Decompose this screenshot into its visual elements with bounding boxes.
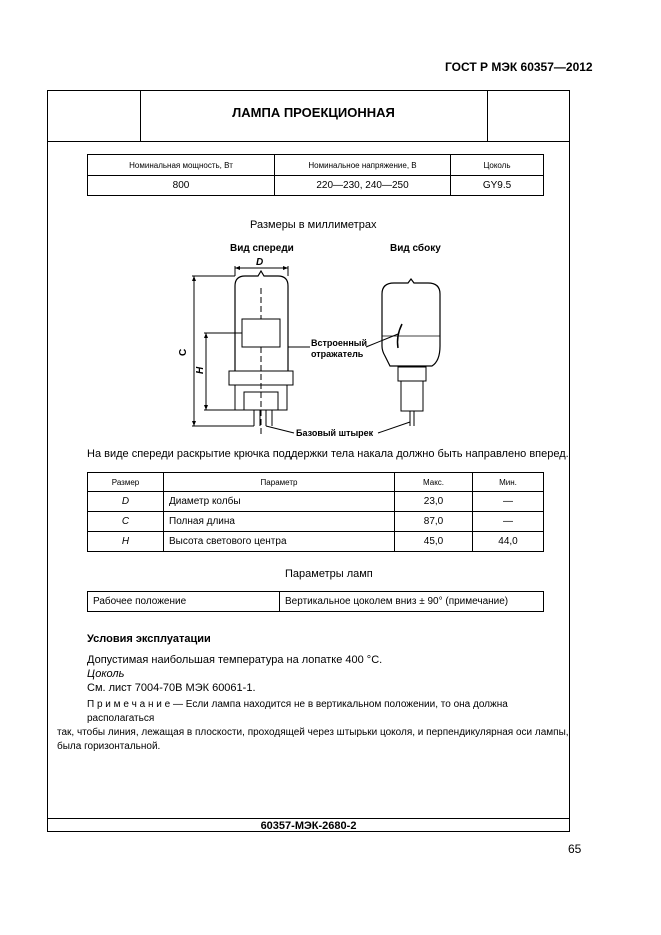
front-view-label: Вид спереди	[230, 243, 294, 254]
side-base-lower	[401, 381, 423, 411]
dim-c-arrow-top	[192, 276, 196, 281]
cell-size: D	[88, 492, 164, 512]
header-voltage: Номинальное напряжение, В	[275, 155, 451, 176]
pin-leader-side	[378, 422, 410, 433]
cell-size: H	[88, 532, 164, 552]
header-power: Номинальная мощность, Вт	[88, 155, 275, 176]
pin-leader-front	[266, 426, 294, 433]
operating-temperature: Допустимая наибольшая температура на лопатке 400 °С.	[87, 654, 383, 666]
cell-min: 44,0	[473, 532, 544, 552]
header-min: Мин.	[473, 473, 544, 492]
dim-d-arrow-right	[283, 266, 288, 270]
cell-parameter: Высота светового центра	[164, 532, 395, 552]
dim-c-arrow-bottom	[192, 421, 196, 426]
cell-min: —	[473, 492, 544, 512]
operating-conditions-title: Условия эксплуатации	[87, 633, 211, 645]
cell-parameter: Полная длина	[164, 512, 395, 532]
side-base	[398, 367, 426, 381]
page-number: 65	[568, 842, 582, 856]
page-title: ЛАМПА ПРОЕКЦИОННАЯ	[232, 105, 395, 120]
table-row	[88, 492, 544, 512]
operating-cap-heading: Цоколь	[87, 668, 125, 680]
side-view-label: Вид сбоку	[390, 243, 441, 254]
cell-voltage: 220—230, 240—250	[275, 176, 451, 196]
cell-max: 45,0	[395, 532, 473, 552]
cell-min: —	[473, 512, 544, 532]
dim-h-arrow-bottom	[204, 405, 208, 410]
footer-divider	[47, 818, 570, 819]
header-cap: Цоколь	[451, 155, 544, 176]
standard-number: ГОСТ Р МЭК 60357—2012	[445, 60, 593, 74]
title-divider-right	[487, 90, 488, 142]
table-row	[88, 532, 544, 552]
dim-d-arrow-left	[235, 266, 240, 270]
dim-c-label: C	[178, 348, 189, 356]
header-max: Макс.	[395, 473, 473, 492]
note-line-1: Если лампа находится не в вертикальном положении, то она должна располагаться	[87, 699, 508, 724]
cell-size: C	[88, 512, 164, 532]
cell-max: 23,0	[395, 492, 473, 512]
sheet-code: 60357-МЭК-2680-2	[260, 820, 357, 832]
lamp-params-table	[87, 591, 544, 612]
dim-h-arrow-top	[204, 333, 208, 338]
note-line-2: так, чтобы линия, лежащая в плоскости, проходящей через штырьки цоколя, и перпендикулярная оси лампы,	[57, 727, 569, 738]
note-prefix: П р и м е ч а н и е —	[87, 699, 186, 710]
ratings-table	[87, 154, 544, 196]
lamp-params-title: Параметры ламп	[285, 568, 373, 580]
lamp-drawing	[170, 236, 470, 441]
pin-label: Базовый штырек	[296, 428, 374, 438]
note	[57, 698, 569, 754]
reflector-label-1: Встроенный	[311, 338, 368, 348]
drawing-caption: Размеры в миллиметрах	[250, 219, 377, 231]
front-filament	[242, 319, 280, 347]
side-bulb	[382, 279, 440, 366]
dim-d-label: D	[256, 257, 264, 268]
dimensions-table	[87, 472, 544, 552]
cell-power: 800	[88, 176, 275, 196]
cell-max: 87,0	[395, 512, 473, 532]
header-size: Размер	[88, 473, 164, 492]
cell-cap: GY9.5	[451, 176, 544, 196]
operating-position-label: Рабочее положение	[88, 592, 280, 612]
dim-h-label: H	[195, 366, 206, 374]
reflector-label-2: отражатель	[311, 349, 364, 359]
table-row	[88, 512, 544, 532]
operating-cap-reference: См. лист 7004-70В МЭК 60061-1.	[87, 682, 256, 694]
note-line-3: была горизонтальной.	[57, 741, 161, 752]
cell-parameter: Диаметр колбы	[164, 492, 395, 512]
header-parameter: Параметр	[164, 473, 395, 492]
front-view-note: На виде спереди раскрытие крючка поддержки тела накала должно быть направлено вперед.	[87, 448, 569, 460]
operating-position-value: Вертикальное цоколем вниз ± 90° (примечание)	[280, 592, 544, 612]
